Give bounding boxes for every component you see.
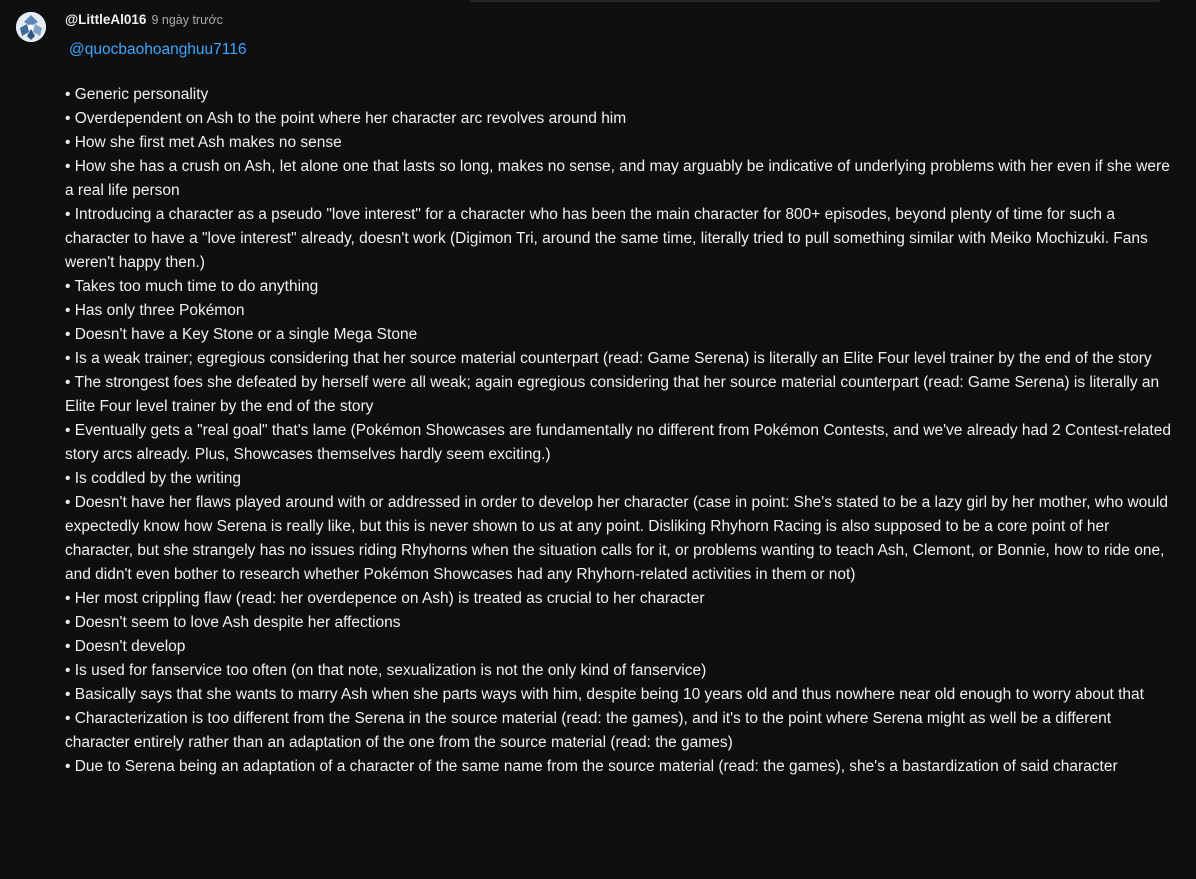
comment-line: • Is coddled by the writing bbox=[65, 470, 242, 487]
comment-author[interactable]: @LittleAl016 bbox=[65, 12, 147, 27]
comment-line: • Is a weak trainer; egregious considering that her source material counterpart (read: Game Serena) is literally an Elite Four level trainer by the end of the story bbox=[65, 350, 1152, 367]
comment-line: • Overdependent on Ash to the point where her character arc revolves around him bbox=[65, 110, 627, 127]
top-divider bbox=[470, 0, 1160, 2]
comment-line: • The strongest foes she defeated by herself were all weak; again egregious considering that her source material counterpart (read: Game Serena) is literally an Elite Four level trainer by the end of the story bbox=[65, 374, 1160, 415]
comment-line: • Introducing a character as a pseudo "love interest" for a character who has been the main character for 800+ episodes, beyond plenty of time for such a character to have a "love interest" already, doesn't work (Digimon Tri, around the same time, literally tried to pull something similar with Meiko Mochizuki. Fans weren't happy then.) bbox=[65, 206, 1148, 271]
comment-line: • How she has a crush on Ash, let alone one that lasts so long, makes no sense, and may arguably be indicative of underlying problems with her even if she were a real life person bbox=[65, 158, 1170, 199]
comment-timestamp[interactable]: 9 ngày trước bbox=[151, 13, 223, 27]
comment-line: • Is used for fanservice too often (on that note, sexualization is not the only kind of fanservice) bbox=[65, 662, 707, 679]
comment-line: • Doesn't have her flaws played around with or addressed in order to develop her character (case in point: She's stated to be a lazy girl by her mother, who would expectedly know how Serena is really like, but this is never shown to us at any point. Disliking Rhyhorn Racing is also supposed to be a core point of her character, but she strangely has no issues riding Rhyhorns when the situation calls for it, or problems wanting to teach Ash, Clemont, or Bonnie, how to ride one, and didn't even bother to research whether Pokémon Showcases had any Rhyhorn-related activities in them or not) bbox=[65, 494, 1168, 583]
comment-header bbox=[65, 12, 1175, 32]
avatar-image-icon bbox=[16, 12, 46, 42]
comment-line: • Basically says that she wants to marry Ash when she parts ways with him, despite being 10 years old and thus nowhere near old enough to worry about that bbox=[65, 686, 1144, 703]
comment-body bbox=[65, 83, 1175, 779]
comment-line: • Due to Serena being an adaptation of a character of the same name from the source material (read: the games), she's a bastardization of said character bbox=[65, 758, 1118, 775]
comment-line: • How she first met Ash makes no sense bbox=[65, 134, 342, 151]
comment-line: • Has only three Pokémon bbox=[65, 302, 245, 319]
comment-line: • Eventually gets a "real goal" that's lame (Pokémon Showcases are fundamentally no different from Pokémon Contests, and we've already had 2 Contest-related story arcs already. Plus, Showcases themselves hardly seem exciting.) bbox=[65, 422, 1171, 463]
comment-line: • Generic personality bbox=[65, 86, 209, 103]
comment bbox=[65, 12, 1175, 779]
comment-line: • Her most crippling flaw (read: her overdepence on Ash) is treated as crucial to her character bbox=[65, 590, 705, 607]
comment-line: • Characterization is too different from the Serena in the source material (read: the games), and it's to the point where Serena might as well be a different character entirely rather than an adaptation of the one from the source material (read: the games) bbox=[65, 710, 1112, 751]
comment-line: • Doesn't seem to love Ash despite her affections bbox=[65, 614, 401, 631]
avatar[interactable] bbox=[16, 12, 46, 42]
mention-link[interactable]: @quocbaohoanghuu7116 bbox=[69, 41, 247, 58]
comment-line: • Doesn't develop bbox=[65, 638, 186, 655]
comment-line: • Doesn't have a Key Stone or a single Mega Stone bbox=[65, 326, 418, 343]
comment-line: • Takes too much time to do anything bbox=[65, 278, 319, 295]
